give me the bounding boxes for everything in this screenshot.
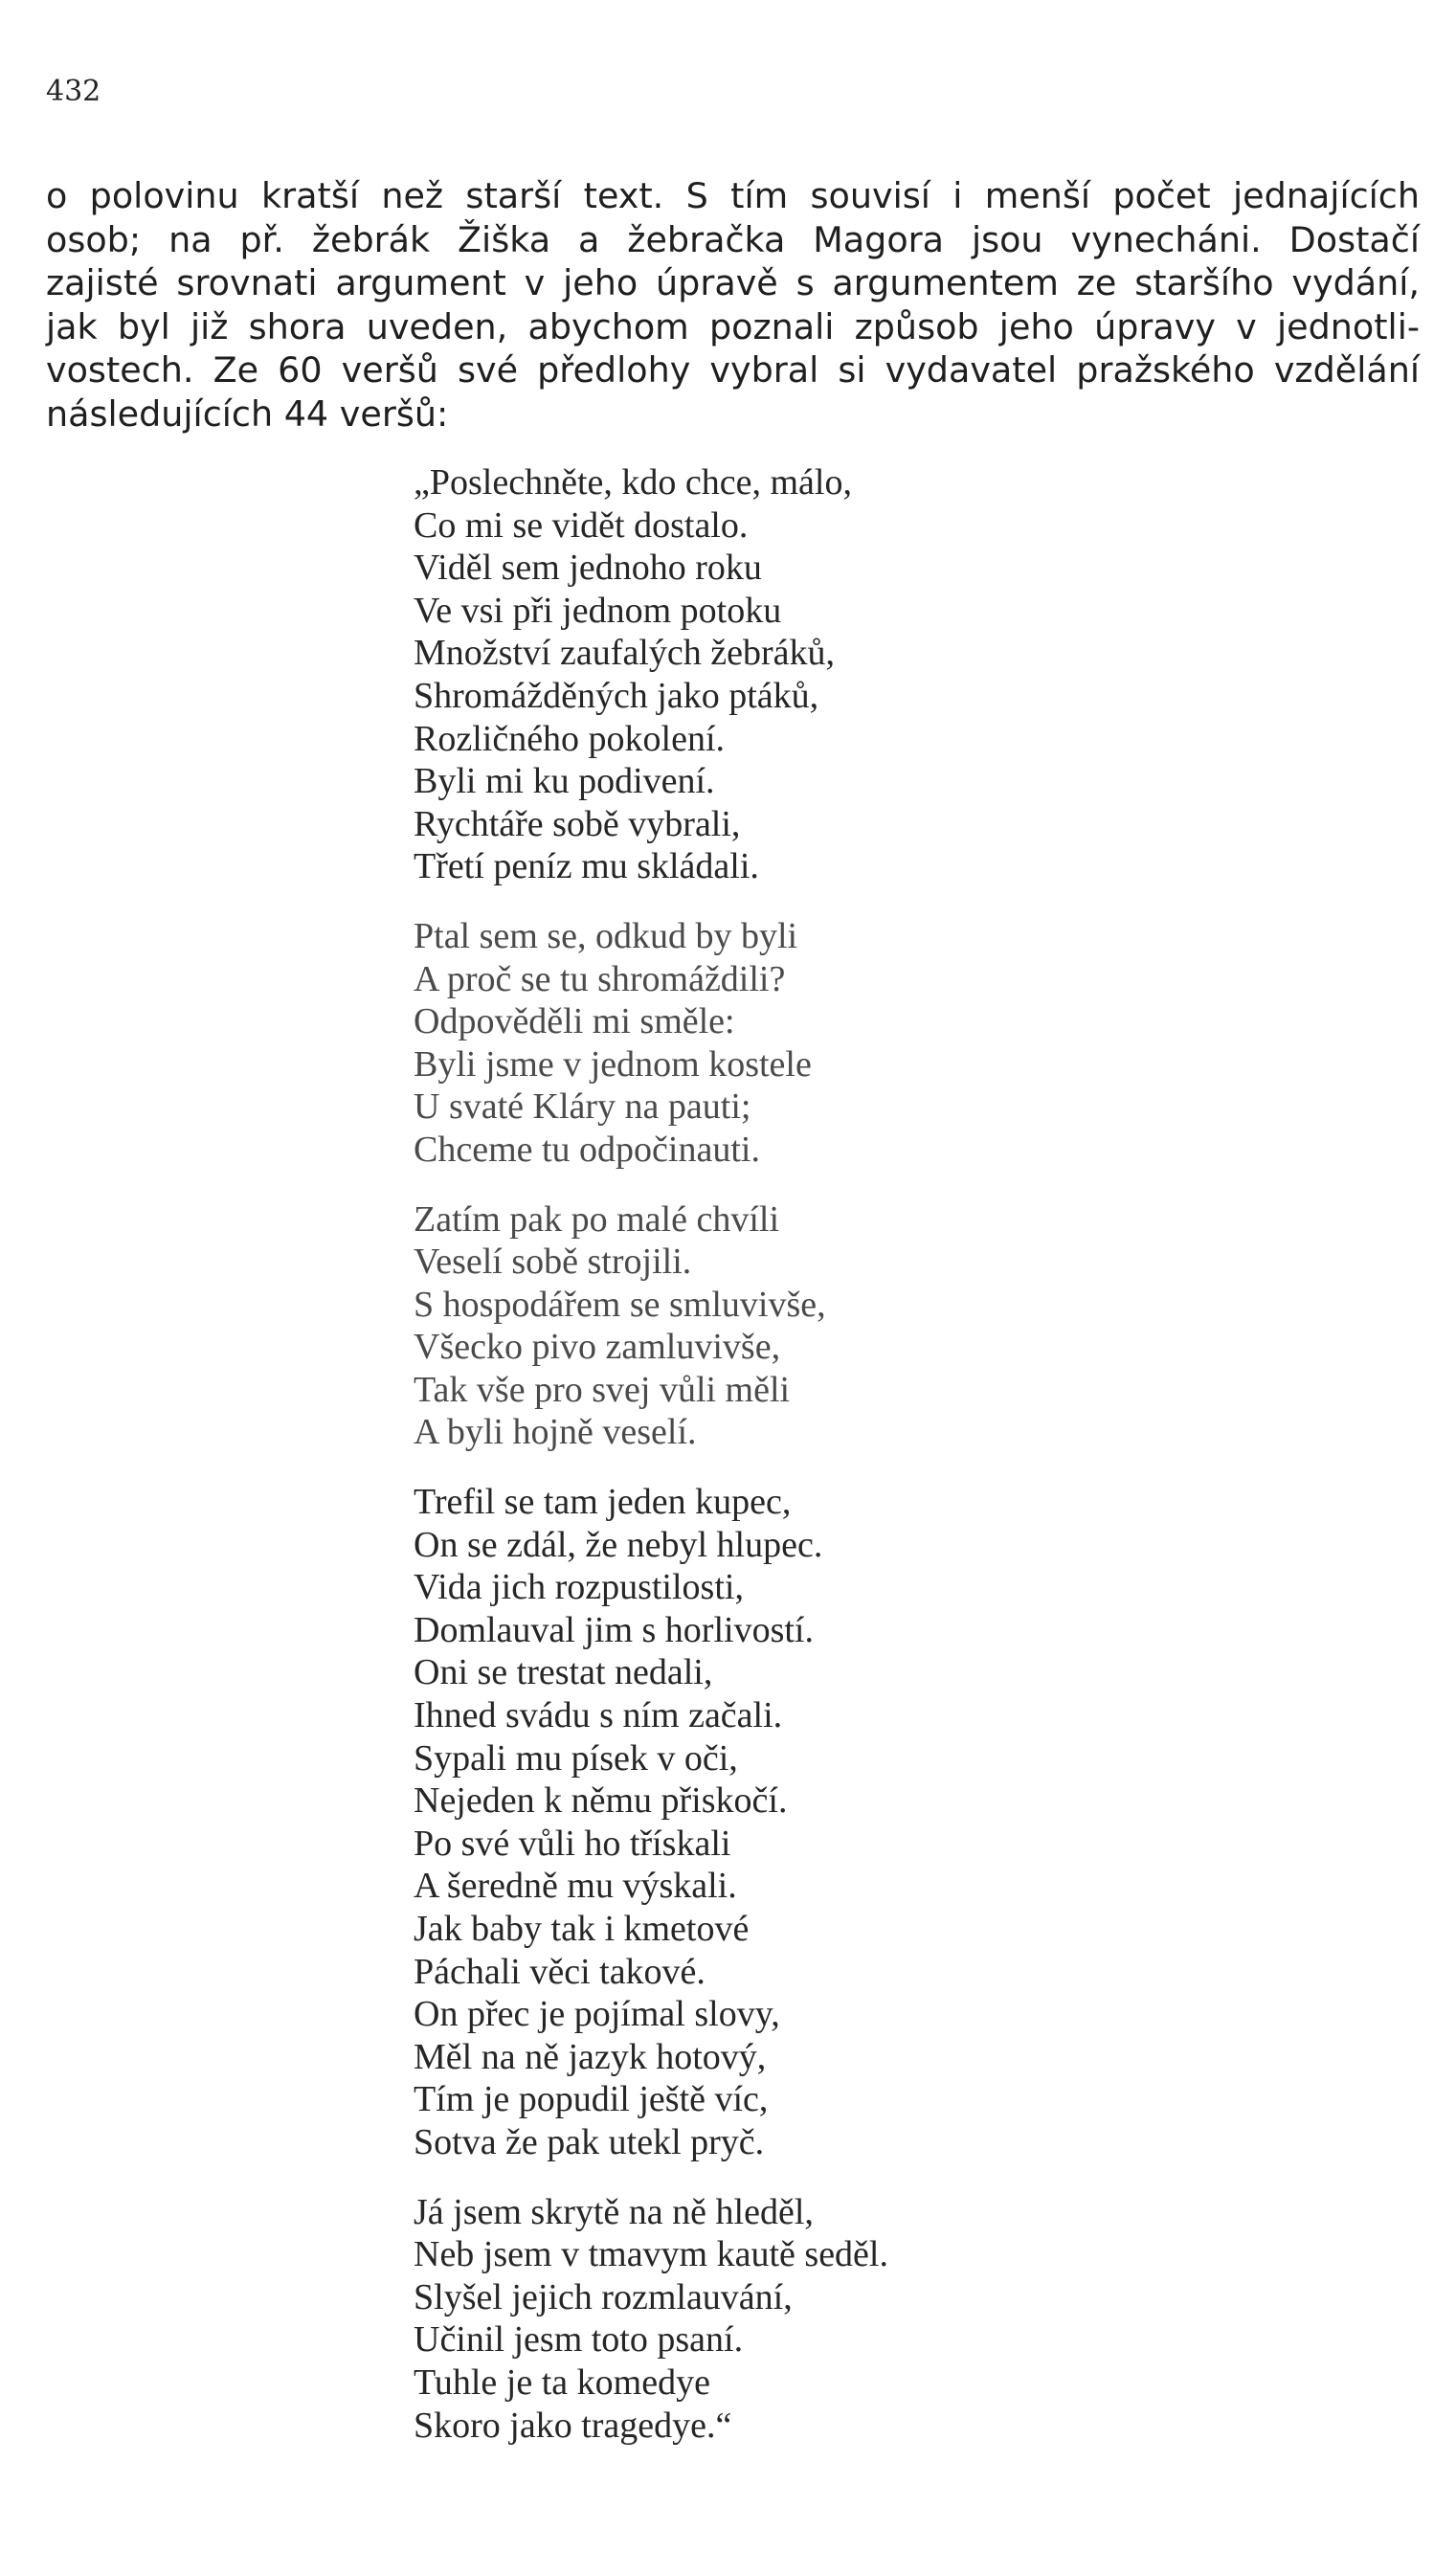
intro-paragraph	[46, 174, 1420, 436]
verse-line: Ihned svádu s ním začali.	[414, 1695, 783, 1736]
stanza	[414, 461, 888, 888]
poem	[414, 461, 888, 2473]
page-number: 432	[46, 75, 101, 108]
verse-line: Učinil jesm toto psaní.	[414, 2319, 744, 2361]
verse-line: Ptal sem se, odkud by byli	[414, 915, 798, 956]
verse-line: Ve vsi při jednom potoku	[414, 590, 782, 631]
verse-line: Po své vůli ho třískali	[414, 1823, 731, 1864]
verse-line: A šeredně mu výskali.	[414, 1866, 737, 1907]
verse-line: Já jsem skrytě na ně hleděl,	[414, 2191, 814, 2232]
verse-line: Co mi se vidět dostalo.	[414, 504, 749, 546]
stanza	[414, 2191, 888, 2448]
verse-line: Páchali věci takové.	[414, 1951, 706, 1992]
verse-line: Měl na ně jazyk hotový,	[414, 2036, 767, 2077]
verse-line: Byli jsme v jednom kostele	[414, 1043, 812, 1085]
verse-line: „Poslechněte, kdo chce, málo,	[414, 462, 852, 503]
intro-line: následujících 44 veršů:	[46, 392, 449, 435]
verse-line: Nejeden k němu přiskočí.	[414, 1780, 788, 1822]
verse-line: Slyšel jejich rozmlauvání,	[414, 2276, 793, 2317]
verse-line: Množství zaufalých žebráků,	[414, 633, 835, 674]
intro-line: jak byl již shora uveden, abychom poznali způsob jeho úpravy v jednotli-	[46, 305, 1420, 347]
stanza	[414, 1481, 888, 2164]
verse-line: Třetí peníz mu skládali.	[414, 846, 759, 887]
verse-line: Vida jich rozpustilosti,	[414, 1567, 744, 1608]
stanza	[414, 915, 888, 1172]
verse-line: Trefil se tam jeden kupec,	[414, 1482, 792, 1523]
verse-line: Tuhle je ta komedye	[414, 2361, 710, 2403]
verse-line: Neb jsem v tmavym kautě seděl.	[414, 2234, 888, 2275]
verse-line: A proč se tu shromáždili?	[414, 958, 786, 999]
verse-line: Sotva že pak utekl pryč.	[414, 2121, 765, 2162]
verse-line: Odpověděli mi směle:	[414, 1001, 735, 1042]
verse-line: Všecko pivo zamluvivše,	[414, 1327, 781, 1368]
intro-line: osob; na př. žebrák Žiška a žebračka Magora jsou vynecháni. Dostačí	[46, 218, 1420, 260]
verse-line: Viděl sem jednoho roku	[414, 548, 762, 589]
verse-line: On přec je pojímal slovy,	[414, 1994, 780, 2035]
intro-line: zajisté srovnati argument v jeho úpravě s argumentem ze staršího vydání,	[46, 262, 1420, 303]
stanza	[414, 1198, 888, 1455]
verse-line: Zatím pak po malé chvíli	[414, 1198, 780, 1240]
verse-line: Tím je popudil ještě víc,	[414, 2079, 769, 2120]
verse-line: Skoro jako tragedye.“	[414, 2405, 732, 2446]
verse-line: Rozličného pokolení.	[414, 718, 726, 759]
verse-line: Domlauval jim s horlivostí.	[414, 1609, 814, 1650]
verse-line: Byli mi ku podivení.	[414, 761, 715, 802]
intro-line: vostech. Ze 60 veršů své předlohy vybral si vydavatel pražského vzdělání	[46, 349, 1420, 391]
verse-line: Jak baby tak i kmetové	[414, 1909, 750, 1949]
verse-line: Rychtáře sobě vybrali,	[414, 803, 741, 844]
verse-line: Tak vše pro svej vůli měli	[414, 1369, 791, 1410]
verse-line: S hospodářem se smluvivše,	[414, 1284, 826, 1325]
verse-line: Veselí sobě strojili.	[414, 1242, 692, 1283]
verse-line: Sypali mu písek v oči,	[414, 1737, 738, 1779]
intro-line: o polovinu kratší než starší text. S tím souvisí i menší počet jednajících	[46, 175, 1420, 216]
verse-line: Oni se trestat nedali,	[414, 1652, 713, 1693]
verse-line: Shromážděných jako ptáků,	[414, 675, 819, 716]
verse-line: Chceme tu odpočinauti.	[414, 1129, 760, 1170]
verse-line: U svaté Kláry na pauti;	[414, 1086, 751, 1128]
verse-line: A byli hojně veselí.	[414, 1412, 697, 1453]
verse-line: On se zdál, že nebyl hlupec.	[414, 1524, 823, 1565]
